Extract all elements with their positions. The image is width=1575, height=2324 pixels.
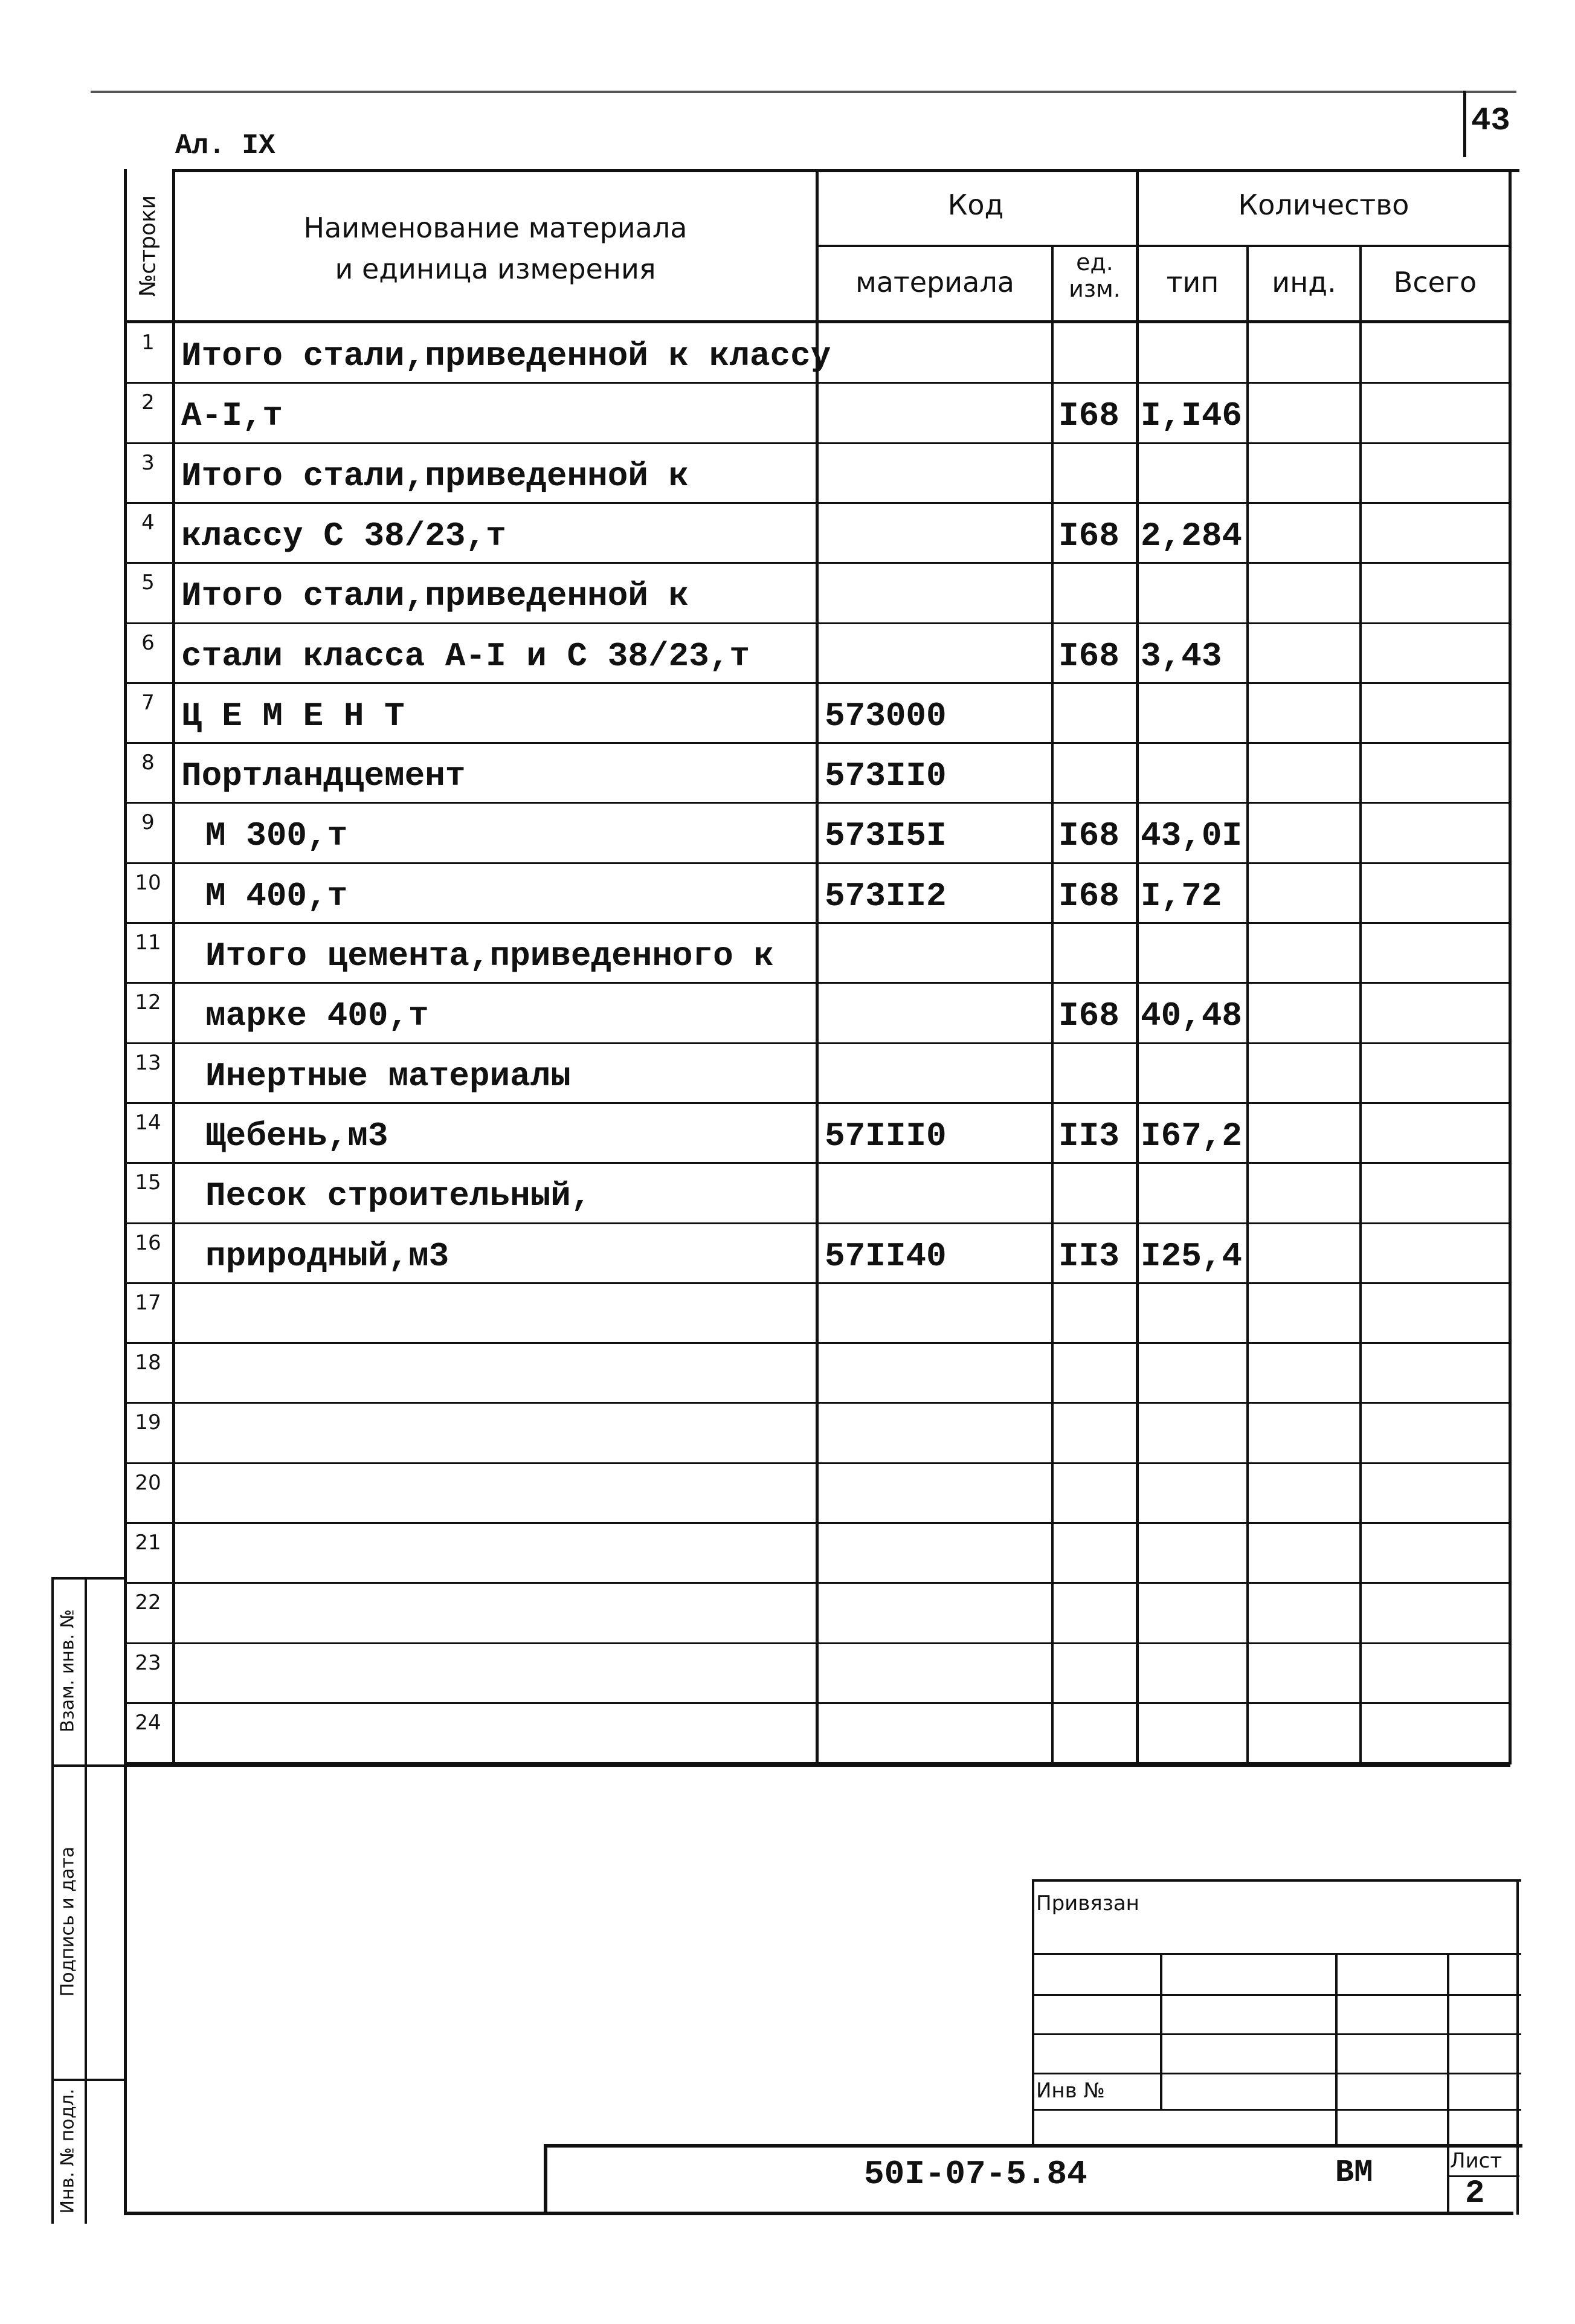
row-name: стали класса А-I и С 38/23,т — [181, 636, 750, 676]
row-name: А-I,т — [181, 396, 283, 436]
row-code: 573II0 — [825, 757, 947, 796]
row-type: I67,2 — [1141, 1116, 1243, 1155]
row-name: классу С 38/23,т — [181, 516, 506, 555]
row-number: 14 — [135, 1110, 161, 1135]
row-type: 3,43 — [1141, 636, 1222, 676]
stamp-inv: Инв. № подл. — [57, 2088, 79, 2214]
row-number: 4 — [141, 510, 155, 535]
stamp-podpis: Подпись и дата — [57, 1846, 79, 1997]
header-name: Наименование материала — [303, 211, 688, 244]
row-number: 22 — [135, 1590, 161, 1615]
row-unit: I68 — [1058, 876, 1119, 915]
row-number: 19 — [135, 1410, 161, 1435]
row-number: 9 — [141, 810, 155, 835]
row-number: 21 — [135, 1531, 161, 1555]
row-code: 573000 — [825, 696, 947, 735]
row-number: 8 — [141, 750, 155, 775]
header-type: тип — [1166, 266, 1219, 299]
row-number: 15 — [135, 1170, 161, 1195]
row-number: 1 — [141, 331, 155, 355]
header-total: Всего — [1393, 266, 1477, 299]
row-type: I,I46 — [1141, 396, 1243, 436]
row-unit: I68 — [1058, 816, 1119, 856]
row-name: Ц Е М Е Н Т — [181, 696, 405, 735]
row-number: 12 — [135, 990, 161, 1015]
row-unit: I68 — [1058, 636, 1119, 676]
row-name: Итого стали,приведенной к классу — [181, 337, 831, 375]
row-name: Щебень,м3 — [205, 1116, 388, 1155]
sheet-label: Лист — [1450, 2149, 1503, 2173]
row-number: 2 — [141, 390, 155, 415]
row-name: Итого стали,приведенной к — [181, 456, 689, 495]
page-number: 43 — [1471, 103, 1510, 140]
row-number: 5 — [141, 570, 155, 595]
row-number: 13 — [135, 1050, 161, 1075]
row-number: 17 — [135, 1290, 161, 1315]
row-unit: II3 — [1058, 1236, 1119, 1276]
row-unit: I68 — [1058, 996, 1119, 1036]
row-code: 57III0 — [825, 1116, 947, 1155]
row-number: 11 — [135, 931, 161, 955]
row-name: марке 400,т — [205, 996, 429, 1036]
row-name: М 400,т — [205, 876, 348, 915]
row-code: 573I5I — [825, 816, 947, 856]
row-name: Итого стали,приведенной к — [181, 576, 689, 616]
header-code-material: материала — [855, 266, 1014, 299]
row-number: 23 — [135, 1650, 161, 1675]
sheet-number: 2 — [1465, 2175, 1485, 2212]
header-name-unit: и единица измерения — [335, 253, 656, 285]
row-name: Инертные материалы — [205, 1056, 571, 1096]
privyazan-label: Привязан — [1036, 1891, 1139, 1916]
row-unit: I68 — [1058, 396, 1119, 436]
header-ind: инд. — [1272, 266, 1336, 299]
row-name: природный,м3 — [205, 1236, 449, 1276]
row-type: 2,284 — [1141, 516, 1243, 555]
row-type: I,72 — [1141, 876, 1222, 915]
row-name: М 300,т — [205, 816, 348, 856]
inv-no-label: Инв № — [1036, 2079, 1105, 2103]
doc-mark: ВМ — [1335, 2155, 1373, 2190]
row-number: 16 — [135, 1230, 161, 1255]
row-name: Портландцемент — [181, 757, 466, 796]
row-type: 40,48 — [1141, 996, 1243, 1036]
header-quantity: Количество — [1238, 189, 1409, 221]
row-unit: I68 — [1058, 516, 1119, 555]
row-number: 3 — [141, 450, 155, 475]
row-code: 57II40 — [825, 1236, 947, 1276]
row-number: 20 — [135, 1470, 161, 1495]
sheet-marker: Ал. IX — [175, 130, 275, 161]
row-name: Песок строительный, — [205, 1177, 591, 1216]
row-number: 18 — [135, 1351, 161, 1375]
row-unit: II3 — [1058, 1116, 1119, 1155]
header-code: Код — [947, 189, 1004, 221]
header-row-no: №строки — [135, 195, 161, 297]
header-code-unit: ед. изм. — [1069, 249, 1121, 302]
doc-code: 50I-07-5.84 — [864, 2155, 1087, 2193]
row-number: 7 — [141, 690, 155, 715]
row-type: I25,4 — [1141, 1236, 1243, 1276]
row-name: Итого цемента,приведенного к — [205, 937, 774, 975]
row-number: 10 — [135, 870, 161, 895]
row-type: 43,0I — [1141, 816, 1243, 856]
row-number: 24 — [135, 1710, 161, 1735]
stamp-vzam: Взам. инв. № — [57, 1609, 79, 1732]
row-number: 6 — [141, 630, 155, 655]
row-code: 573II2 — [825, 876, 947, 915]
